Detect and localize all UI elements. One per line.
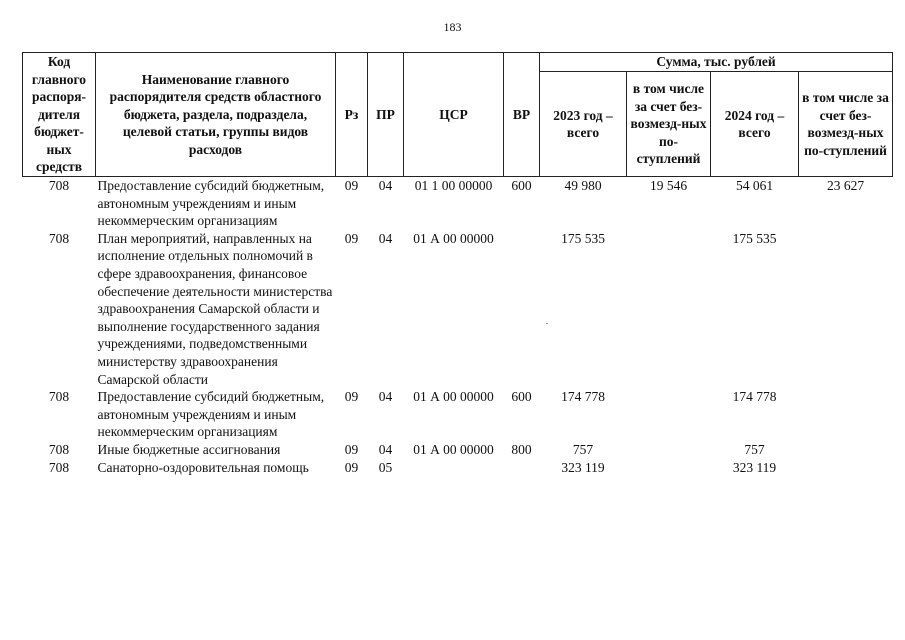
row-csr: 01 1 00 00000 (414, 178, 493, 193)
row-2024-total: 54 061 (735, 178, 774, 193)
row-pr: 05 (378, 459, 393, 475)
row-vr: 800 (511, 441, 532, 457)
row-vr: 600 (511, 178, 532, 193)
row-2023-gratuitous: 19 546 (649, 178, 688, 193)
header-csr: ЦСР (404, 53, 504, 177)
row-rz: 09 (344, 230, 359, 246)
row-2024-gratuitous (799, 388, 893, 441)
row-code: 708 (48, 441, 70, 457)
budget-table-container (22, 52, 892, 476)
row-2024-gratuitous: 23 627 (826, 178, 865, 193)
header-2023-gratuitous: в том числе за счет без-возмезд-ных по-ступлений (627, 72, 711, 177)
page-number: 183 (443, 20, 462, 34)
row-name: Иные бюджетные ассигнования (97, 441, 281, 457)
row-2024-total: 174 778 (732, 389, 777, 405)
header-2023-total: 2023 год – всего (540, 72, 627, 177)
budget-table (22, 52, 893, 476)
table-header (23, 53, 893, 177)
row-name: Санаторно-оздоровительная помощь (97, 459, 309, 475)
row-pr: 04 (378, 441, 393, 457)
header-2024-total: 2024 год – всего (711, 72, 799, 177)
row-code: 708 (48, 459, 70, 475)
row-name: Предоставление субсидий бюджетным, автономным учреждениям и иным некоммерческим организациям (97, 178, 325, 229)
row-name: План мероприятий, направленных на исполнение отдельных полномочий в сфере здравоохранения, финансовое обеспечение деятельности министерства здравоохранения Самарской области и выполнение государственного задания учреждениями, подведомственными министерству здравоохранения Самарской области (97, 230, 333, 387)
row-code: 708 (48, 389, 70, 405)
row-2024-gratuitous (799, 230, 893, 388)
row-2023-total: 175 535 (561, 230, 605, 246)
row-2023-gratuitous (627, 441, 711, 459)
row-name: Предоставление субсидий бюджетным, автономным учреждениям и иным некоммерческим организациям (97, 389, 325, 440)
table-row (23, 441, 893, 459)
row-pr: 04 (378, 230, 393, 246)
header-code: Код главного распоря-дителя бюджет-ных средств (23, 53, 96, 177)
header-sum-group: Сумма, тыс. рублей (540, 53, 893, 72)
row-code: 708 (48, 178, 70, 193)
row-vr (504, 230, 540, 388)
header-vr: ВР (504, 53, 540, 177)
header-pr: ПР (368, 53, 404, 177)
row-csr: 01 А 00 00000 (413, 389, 494, 405)
row-2024-gratuitous (799, 459, 893, 477)
row-rz: 09 (344, 441, 359, 457)
table-row (23, 177, 893, 230)
row-2023-total: 174 778 (561, 389, 605, 405)
row-rz: 09 (344, 459, 359, 475)
row-rz: 09 (344, 178, 359, 193)
header-name: Наименование главного распорядителя средств областного бюджета, раздела, подраздела, целевой статьи, группы видов расходов (96, 53, 336, 177)
row-vr (504, 459, 540, 477)
row-pr: 04 (378, 389, 393, 405)
row-2023-total: 323 119 (561, 459, 605, 475)
row-2024-total: 175 535 (732, 230, 777, 246)
row-csr: 01 А 00 00000 (413, 230, 494, 246)
header-rz: Рз (336, 53, 368, 177)
row-vr: 600 (511, 389, 532, 405)
row-2023-gratuitous (627, 230, 711, 388)
table-row (23, 459, 893, 477)
row-csr: 01 А 00 00000 (413, 441, 494, 457)
table-row (23, 388, 893, 441)
row-2024-total: 323 119 (732, 459, 777, 475)
row-rz: 09 (344, 389, 359, 405)
table-body (23, 177, 893, 477)
row-2023-gratuitous (627, 459, 711, 477)
row-2023-gratuitous (627, 388, 711, 441)
table-row (23, 230, 893, 388)
row-code: 708 (48, 230, 70, 246)
row-2024-total: 757 (744, 441, 765, 457)
row-pr: 04 (378, 178, 393, 193)
header-2024-gratuitous: в том числе за счет без-возмезд-ных по-ступлений (799, 72, 893, 177)
row-2024-gratuitous (799, 441, 893, 459)
row-csr (404, 459, 504, 477)
row-2023-total: 49 980 (564, 178, 602, 193)
row-2023-total: 757 (572, 441, 594, 457)
scan-speck (546, 323, 548, 324)
